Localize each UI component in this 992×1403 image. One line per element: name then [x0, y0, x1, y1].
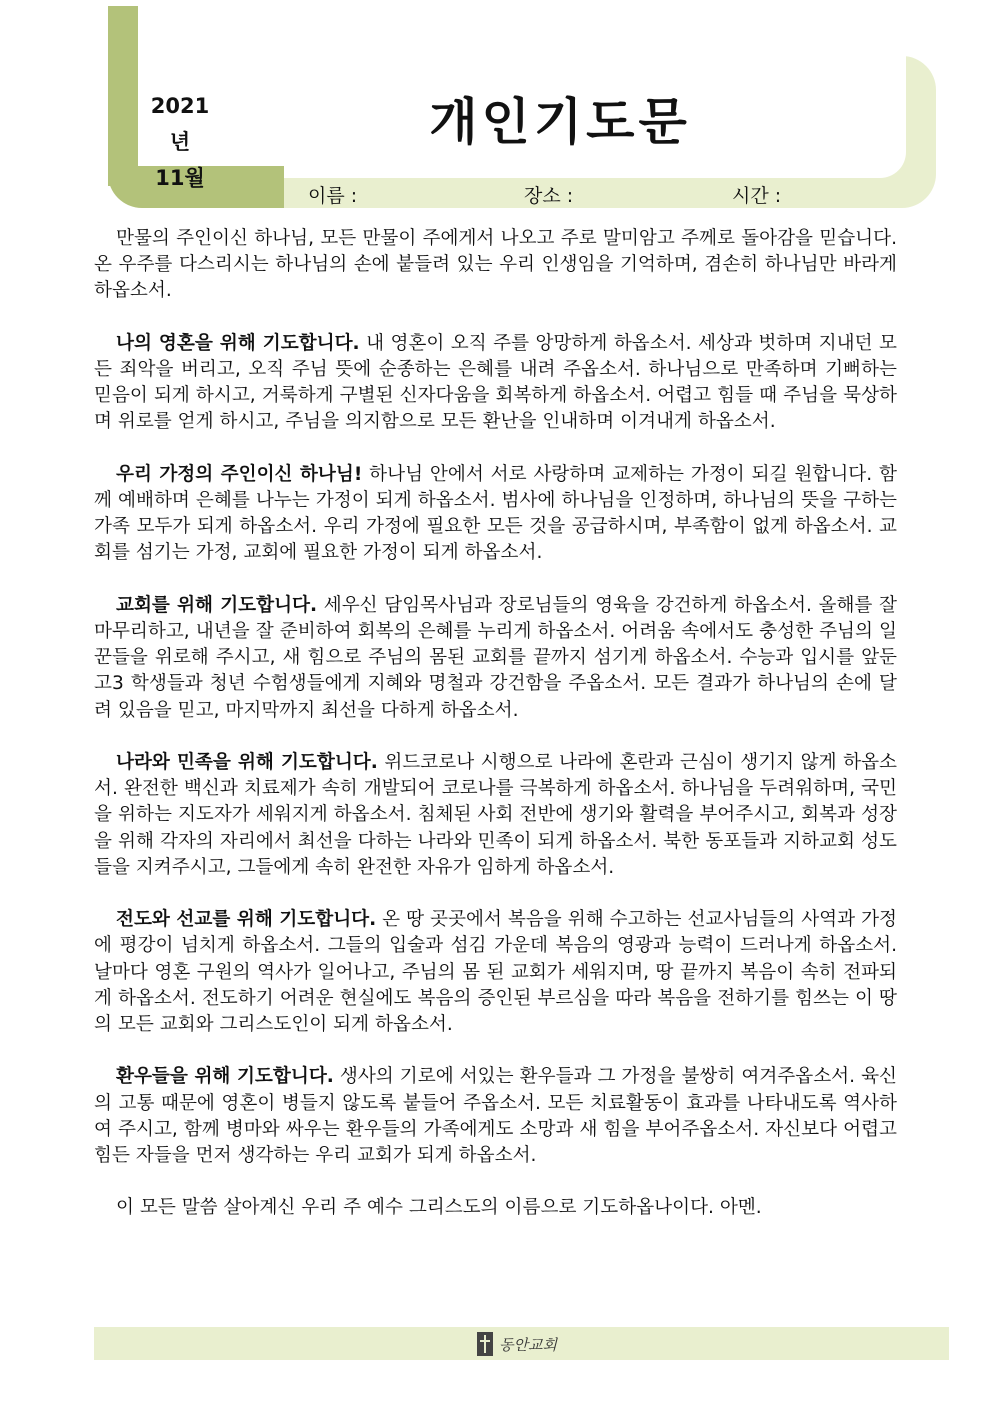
prayer-paragraph [94, 331, 897, 436]
date-label [142, 88, 218, 196]
year-text: 2021년 [150, 94, 210, 154]
paragraph-text: 생사의 기로에 서있는 환우들과 그 가정을 불쌍히 여겨주옵소서. 육신의 고통 때문에 영혼이 병들지 않도록 붙들어 주옵소서. 모든 치료활동이 효과를 나타내도록 역사하여 주시고, 함께 병마와 싸우는 환우들의 가족에게도 소망과 새 힘을 부어주옵소서. 자신보다 어렵고 힘든 자들을 먼저 생각하는 우리 교회가 되게 하옵소서. [94, 1066, 897, 1167]
footer-bar [94, 1327, 949, 1360]
church-logo [477, 1331, 557, 1357]
paragraph-text: 온 땅 곳곳에서 복음을 위해 수고하는 선교사님들의 사역과 가정에 평강이 넘치게 하옵소서. 그들의 입술과 섬김 가운데 복음의 영광과 능력이 드러나게 하옵소서. 날마다 영혼 구원의 역사가 일어나고, 주님의 몸 된 교회가 세워지며, 땅 끝까지 복음이 속히 전파되게 하옵소서. 전도하기 어려운 현실에도 복음의 증인된 부르심을 따라 복음을 전하기를 힘쓰는 이 땅의 모든 교회와 그리스도인이 되게 하옵소서. [94, 909, 897, 1036]
page-title: 개인기도문 [429, 93, 691, 151]
time-label: 시간 : [732, 185, 782, 207]
paragraph-heading: 교회를 위해 기도합니다. [116, 594, 318, 616]
prayer-paragraph [94, 1064, 897, 1169]
paragraph-text: 내 영혼이 오직 주를 앙망하게 하옵소서. 세상과 벗하며 지내던 모든 죄악을 버리고, 오직 주님 뜻에 순종하는 은혜를 내려 주옵소서. 하나님으로 만족하며 기뻐하는 믿음이 되게 하시고, 거룩하게 구별된 신자다움을 회복하게 하옵소서. 어렵고 힘들 때 주님을 묵상하며 위로를 얻게 하시고, 주님을 의지함으로 모든 환난을 인내하며 이겨내게 하옵소서. [94, 332, 897, 433]
name-label: 이름 : [308, 185, 358, 207]
month-text: 11월 [155, 166, 205, 190]
prayer-paragraph [94, 1195, 897, 1221]
prayer-paragraph [94, 462, 897, 567]
paragraph-text: 이 모든 말씀 살아계신 우리 주 예수 그리스도의 이름으로 기도하옵나이다. 아멘. [116, 1197, 762, 1219]
prayer-content [94, 226, 897, 1248]
paragraph-text: 만물의 주인이신 하나님, 모든 만물이 주에게서 나오고 주로 말미암고 주께로 돌아감을 믿습니다. 온 우주를 다스리시는 하나님의 손에 붙들려 있는 우리 인생임을 기억하며, 겸손히 하나님만 바라게 하옵소서. [94, 228, 897, 302]
paragraph-heading: 나의 영혼을 위해 기도합니다. [116, 332, 360, 354]
prayer-paragraph [94, 593, 897, 724]
place-label: 장소 : [524, 185, 574, 207]
cross-icon [477, 1332, 493, 1356]
header-decoration-bar [108, 6, 138, 186]
prayer-paragraph [94, 907, 897, 1038]
paragraph-heading: 우리 가정의 주인이신 하나님! [116, 463, 363, 485]
church-logo-text: 동안교회 [499, 1335, 557, 1354]
paragraph-heading: 나라와 민족을 위해 기도합니다. [116, 752, 378, 773]
paragraph-text: 세우신 담임목사님과 장로님들의 영육을 강건하게 하옵소서. 올해를 잘 마무리하고, 내년을 잘 준비하여 회복의 은혜를 누리게 하옵소서. 어려움 속에서도 충성한 주님의 일꾼들을 위로해 주시고, 새 힘으로 주님의 몸된 교회를 끝까지 섬기게 하옵소서. 수능과 입시를 앞둔 고3 학생들과 청년 수험생들에게 지혜와 명철과 강건함을 주옵소서. 모든 결과가 하나님의 손에 달려 있음을 믿고, 마지막까지 최선을 다하게 하옵소서. [94, 594, 897, 721]
prayer-paragraph [94, 750, 897, 881]
paragraph-text: 위드코로나 시행으로 나라에 혼란과 근심이 생기지 않게 하옵소서. 완전한 백신과 치료제가 속히 개발되어 코로나를 극복하게 하옵소서. 하나님을 두려워하며, 국민을 위하는 지도자가 세워지게 하옵소서. 침체된 사회 전반에 생기와 활력을 부어주시고, 회복과 성장을 위해 각자의 자리에서 최선을 다하는 나라와 민족이 되게 하옵소서. 북한 동포들과 지하교회 성도들을 지켜주시고, 그들에게 속히 완전한 자유가 임하게 하옵소서. [94, 752, 897, 878]
info-row [284, 178, 904, 208]
paragraph-text: 하나님 안에서 서로 사랑하며 교제하는 가정이 되길 원합니다. 함께 예배하며 은혜를 나누는 가정이 되게 하옵소서. 범사에 하나님을 인정하며, 하나님의 뜻을 구하는 가족 모두가 되게 하옵소서. 우리 가정에 필요한 모든 것을 공급하시며, 부족함이 없게 하옵소서. 교회를 섬기는 가정, 교회에 필요한 가정이 되게 하옵소서. [94, 463, 897, 564]
paragraph-heading: 전도와 선교를 위해 기도합니다. [116, 909, 377, 931]
prayer-paragraph [94, 226, 897, 305]
paragraph-heading: 환우들을 위해 기도합니다. [116, 1066, 334, 1088]
